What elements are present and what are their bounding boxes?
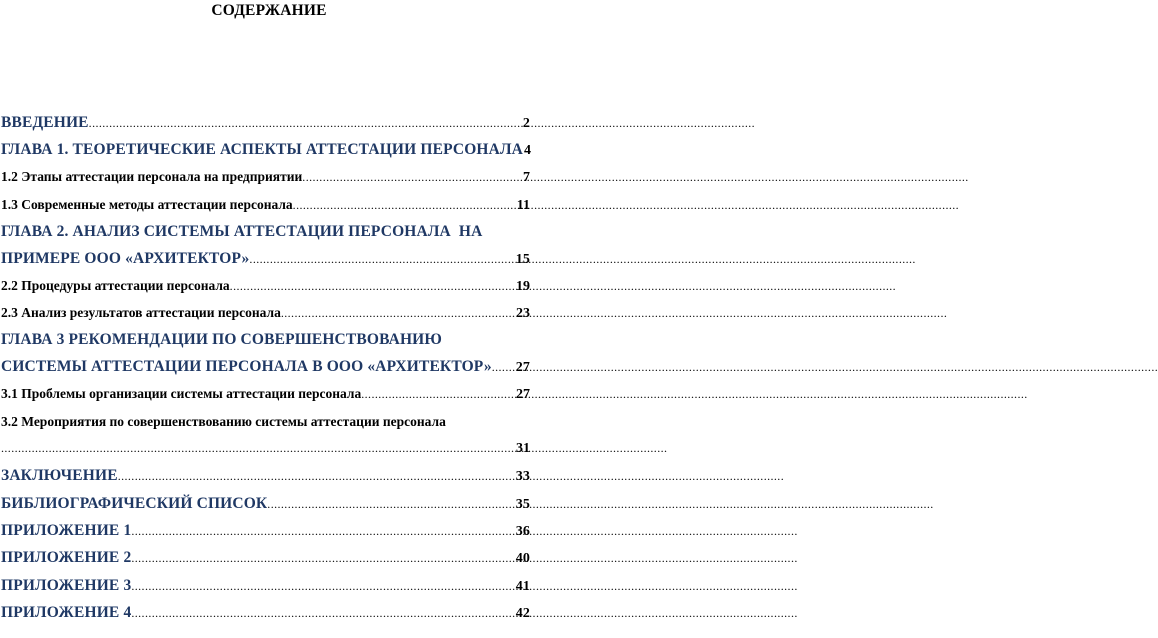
toc-leader bbox=[1, 441, 515, 456]
toc-entry-introduction[interactable] bbox=[1, 114, 530, 132]
toc-leader bbox=[249, 252, 514, 267]
toc-entry-label: ПРИЛОЖЕНИЕ 1 bbox=[1, 522, 132, 539]
toc-page-number: 27 bbox=[516, 387, 530, 402]
toc-page-number: 27 bbox=[515, 360, 530, 375]
toc-leader bbox=[293, 198, 516, 213]
toc-entry-chapter-2-line-1[interactable] bbox=[1, 223, 530, 241]
toc-leader bbox=[281, 306, 515, 321]
toc-entry-conclusion[interactable] bbox=[1, 467, 530, 485]
toc-page-number: 33 bbox=[515, 469, 530, 484]
toc-page-number: 4 bbox=[524, 143, 532, 158]
toc-entry-label: 3.2 Мероприятия по совершенствованию системы аттестации персонала bbox=[1, 414, 446, 429]
toc-entry-2-3[interactable] bbox=[1, 305, 530, 322]
toc-page-number: 35 bbox=[515, 497, 530, 512]
toc-entry-label: ГЛАВА 2. АНАЛИЗ СИСТЕМЫ АТТЕСТАЦИИ ПЕРСОНАЛА НА bbox=[1, 223, 483, 240]
toc-entry-chapter-1[interactable] bbox=[1, 141, 532, 159]
toc-page-number: 40 bbox=[515, 551, 530, 566]
toc-leader bbox=[361, 387, 515, 402]
toc-entry-label-continued: ПРИМЕРЕ ООО «АРХИТЕКТОР» bbox=[1, 250, 250, 267]
page-title: СОДЕРЖАНИЕ bbox=[211, 2, 327, 19]
toc-entry-1-3[interactable] bbox=[1, 197, 530, 214]
toc-leader bbox=[302, 170, 522, 185]
toc-entry-label: ГЛАВА 1. ТЕОРЕТИЧЕСКИЕ АСПЕКТЫ АТТЕСТАЦИИ ПЕРСОНАЛА bbox=[1, 141, 524, 158]
toc-entry-1-2[interactable] bbox=[1, 169, 530, 186]
toc-leader bbox=[131, 579, 514, 594]
toc-entry-label: ЗАКЛЮЧЕНИЕ bbox=[1, 467, 118, 484]
toc-page-number: 42 bbox=[515, 606, 530, 621]
toc-entry-label: ВВЕДЕНИЕ bbox=[1, 114, 89, 131]
toc-entry-label: 2.3 Анализ результатов аттестации персонала bbox=[1, 305, 281, 320]
toc-page-number: 31 bbox=[516, 441, 530, 456]
toc-leader bbox=[492, 360, 515, 375]
toc-entry-appendix-1[interactable] bbox=[1, 522, 530, 540]
toc-entry-bibliography[interactable] bbox=[1, 495, 530, 513]
toc-leader bbox=[118, 469, 515, 484]
toc-leader bbox=[131, 524, 514, 539]
toc-page-number: 36 bbox=[515, 524, 530, 539]
toc-page-number: 7 bbox=[523, 170, 530, 185]
toc-entry-3-2-line-2[interactable] bbox=[1, 441, 530, 457]
toc-entry-3-1[interactable] bbox=[1, 386, 530, 403]
toc-entry-label: ПРИЛОЖЕНИЕ 2 bbox=[1, 549, 132, 566]
toc-entry-label: 3.1 Проблемы организации системы аттестации персонала bbox=[1, 386, 362, 401]
toc-leader bbox=[230, 279, 515, 294]
toc-entry-3-2-line-1[interactable] bbox=[1, 414, 530, 430]
toc-entry-chapter-2-line-2[interactable] bbox=[1, 250, 530, 268]
toc-entry-chapter-3-line-2[interactable] bbox=[1, 358, 530, 376]
toc-page-number: 19 bbox=[516, 279, 530, 294]
toc-leader bbox=[267, 497, 514, 512]
toc-entry-appendix-3[interactable] bbox=[1, 577, 530, 595]
toc-leader bbox=[131, 606, 514, 621]
toc-leader bbox=[131, 551, 514, 566]
toc-entry-label: 1.2 Этапы аттестации персонала на предприятии bbox=[1, 169, 303, 184]
toc-leader bbox=[89, 116, 522, 131]
toc-entry-label: ПРИЛОЖЕНИЕ 3 bbox=[1, 577, 132, 594]
toc-entry-label: ПРИЛОЖЕНИЕ 4 bbox=[1, 604, 132, 621]
toc-entry-label: 2.2 Процедуры аттестации персонала bbox=[1, 278, 230, 293]
toc-entry-2-2[interactable] bbox=[1, 278, 530, 295]
toc-entry-label: 1.3 Современные методы аттестации персонала bbox=[1, 197, 293, 212]
toc-entry-label-continued: СИСТЕМЫ АТТЕСТАЦИИ ПЕРСОНАЛА В ООО «АРХИТЕКТОР» bbox=[1, 358, 492, 375]
toc-page-number: 41 bbox=[515, 579, 530, 594]
toc-entry-label: ГЛАВА 3 РЕКОМЕНДАЦИИ ПО СОВЕРШЕНСТВОВАНИЮ bbox=[1, 331, 442, 348]
toc-page-number: 11 bbox=[516, 198, 530, 213]
toc-entry-label: БИБЛИОГРАФИЧЕСКИЙ СПИСОК bbox=[1, 495, 268, 512]
toc-entry-appendix-4[interactable] bbox=[1, 604, 530, 622]
toc-page-number: 15 bbox=[515, 252, 530, 267]
toc-entry-chapter-3-line-1[interactable] bbox=[1, 331, 530, 349]
toc-page-number: 2 bbox=[522, 116, 530, 131]
toc-page-number: 23 bbox=[516, 306, 530, 321]
toc-entry-appendix-2[interactable] bbox=[1, 549, 530, 567]
